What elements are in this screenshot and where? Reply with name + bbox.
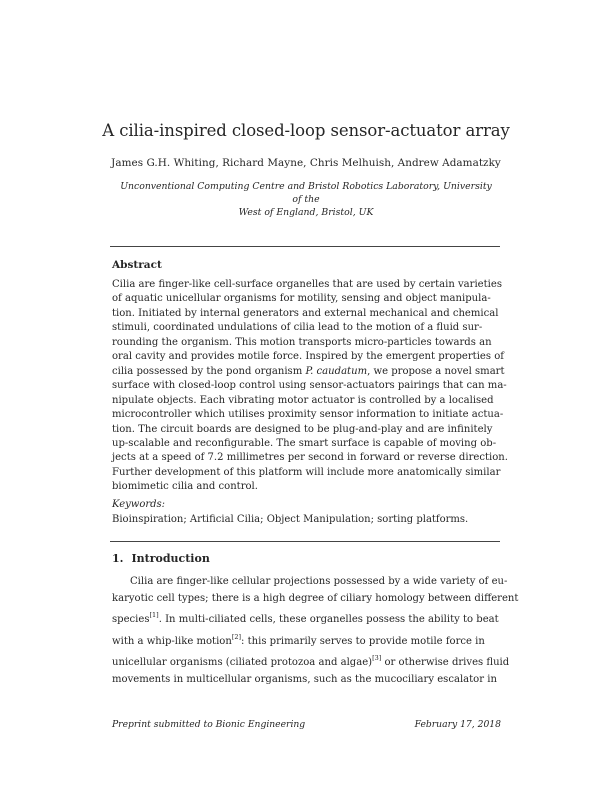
intro-line xyxy=(112,629,500,651)
paper-title: A cilia-inspired closed-loop sensor-actuator array xyxy=(102,121,510,140)
abstract-line: nipulate objects. Each vibrating motor actuator is controlled by a localised xyxy=(112,394,494,406)
affiliation xyxy=(118,180,494,219)
abstract-heading: Abstract xyxy=(112,259,162,271)
citation-ref[interactable]: [1] xyxy=(149,611,159,619)
abstract-text: , we propose a novel smart xyxy=(367,365,505,377)
intro-text: species xyxy=(112,614,150,625)
intro-text: or otherwise drives fluid xyxy=(381,657,510,668)
abstract-line: tion. Initiated by internal generators and external mechanical and chemical xyxy=(112,307,499,319)
abstract-line: Cilia are finger-like cell-surface organelles that are used by certain varieties xyxy=(112,279,502,290)
author-list: James G.H. Whiting, Richard Mayne, Chris Melhuish, Andrew Adamatzky xyxy=(111,157,501,169)
intro-line: karyotic cell types; there is a high degree of ciliary homology between different xyxy=(112,592,519,604)
abstract-line: Further development of this platform will include more anatomically similar xyxy=(112,466,501,478)
abstract-line: stimuli, coordinated undulations of cilia lead to the motion of a fluid sur- xyxy=(112,322,483,334)
abstract-line: of aquatic unicellular organisms for motility, sensing and object manipula- xyxy=(112,293,491,305)
intro-line: Cilia are finger-like cellular projections possessed by a wide variety of eu- xyxy=(130,576,508,587)
intro-line xyxy=(112,607,500,629)
abstract-line: oral cavity and provides motile force. Inspired by the emergent properties of xyxy=(112,351,504,363)
intro-line xyxy=(112,650,510,672)
intro-text: unicellular organisms (ciliated protozoa and algae) xyxy=(112,657,373,668)
abstract-top-rule xyxy=(110,246,500,247)
abstract-line: up-scalable and reconfigurable. The smart surface is capable of moving ob- xyxy=(112,437,497,449)
footer-date: February 17, 2018 xyxy=(414,719,501,730)
affiliation-line: Unconventional Computing Centre and Bristol Robotics Laboratory, University of the xyxy=(120,181,492,205)
section-title: Introduction xyxy=(131,552,210,565)
intro-text: with a whip-like motion xyxy=(112,635,232,647)
keywords-list: Bioinspiration; Artificial Cilia; Object Manipulation; sorting platforms. xyxy=(112,514,469,525)
abstract-body xyxy=(112,278,508,495)
citation-ref[interactable]: [2] xyxy=(231,632,242,641)
intro-text: . In multi-ciliated cells, these organelles possess the ability to beat xyxy=(158,614,499,625)
section-heading-introduction xyxy=(112,552,210,565)
section-number: 1. xyxy=(112,552,124,565)
abstract-line xyxy=(112,365,505,379)
citation-ref[interactable]: [3] xyxy=(372,654,382,662)
footer-preprint-note: Preprint submitted to Bionic Engineering xyxy=(112,719,306,730)
introduction-body xyxy=(112,574,519,688)
intro-text: : this primarily serves to provide motile force in xyxy=(241,635,485,647)
abstract-line: microcontroller which utilises proximity sensor information to initiate actua- xyxy=(112,409,504,421)
abstract-line: rounding the organism. This motion transports micro-particles towards an xyxy=(112,336,492,348)
keywords-label: Keywords: xyxy=(112,499,166,510)
abstract-text: cilia possessed by the pond organism xyxy=(112,365,306,377)
abstract-line: jects at a speed of 7.2 millimetres per second in forward or reverse direction. xyxy=(112,452,508,464)
affiliation-line: West of England, Bristol, UK xyxy=(238,207,374,218)
abstract-line: tion. The circuit boards are designed to be plug-and-play and are infinitely xyxy=(112,423,493,435)
abstract-line: surface with closed-loop control using sensor-actuators pairings that can ma- xyxy=(112,380,507,392)
intro-line: movements in multicellular organisms, such as the mucociliary escalator in xyxy=(112,673,497,685)
abstract-line: biomimetic cilia and control. xyxy=(112,481,258,493)
species-name: P. caudatum xyxy=(305,365,368,377)
abstract-bottom-rule xyxy=(110,541,500,542)
